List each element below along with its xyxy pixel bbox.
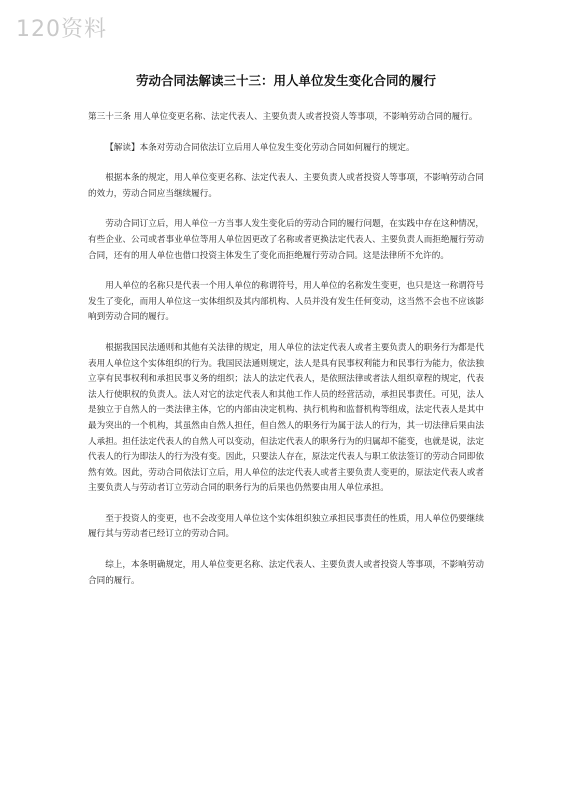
article-text: 第三十三条 用人单位变更名称、法定代表人、主要负责人或者投资人等事项，不影响劳动合同的履行。	[88, 112, 478, 122]
document-title: 劳动合同法解读三十三：用人单位发生变化合同的履行	[135, 73, 436, 88]
body-paragraph: 根据本条的规定，用人单位变更名称、法定代表人、主要负责人或者投资人等事项，不影响劳动合同的效力，劳动合同应当继续履行。	[88, 173, 484, 199]
interpretation-intro: 【解读】本条对劳动合同依法订立后用人单位发生变化劳动合同如何履行的规定。	[105, 142, 415, 153]
body-paragraph: 用人单位的名称只是代表一个用人单位的称谓符号，用人单位的名称发生变更，也只是这一称谓符号发生了变化，而用人单位这一实体组织及其内部机构、人员并没有发生任何变动，这当然不会也不应该影响到劳动合同的履行。	[88, 281, 484, 323]
conclusion-paragraph: 综上，本条明确规定，用人单位变更名称、法定代表人、主要负责人或者投资人等事项，不影响劳动合同的履行。	[88, 560, 484, 586]
body-paragraph: 至于投资人的变更，也不会改变用人单位这个实体组织独立承担民事责任的性质，用人单位仍要继续履行其与劳动者已经订立的劳动合同。	[88, 513, 484, 540]
body-paragraph: 劳动合同订立后，用人单位一方当事人发生变化后的劳动合同的履行问题，在实践中存在这种情况，有些企业、公司或者事业单位等用人单位因更改了名称或者更换法定代表人、主要负责人而拒绝履行劳动合同，还有的用人单位也借口投资主体发生了变化而拒绝履行劳动合同。这是法律所不允许的。	[88, 219, 484, 261]
document-page	[88, 72, 484, 604]
watermark-logo: 120资料	[16, 17, 107, 42]
body-paragraph: 根据我国民法通则和其他有关法律的规定，用人单位的法定代表人或者主要负责人的职务行为都是代表用人单位这个实体组织的行为。我国民法通则规定，法人是具有民事权利能力和民事行为能力，依法独立享有民事权利和承担民事义务的组织；法人的法定代表人，是依照法律或者法人组织章程的规定，代表法人行使职权的负责人。法人对它的法定代表人和其他工作人员的经营活动，承担民事责任。可见，法人是独立于自然人的一类法律主体，它的内部由决定机构、执行机构和监督机构等组成，法定代表人是其中最为突出的一个机构，其虽然由自然人担任，但自然人的职务行为属于法人的行为，其一切法律后果由法人承担。担任法定代表人的自然人可以变动，但法定代表人的职务行为的归属却不能变，也就是说，法定代表人的行为即法人的行为没有变。因此，只要法人存在，原法定代表人与职工依法签订的劳动合同即依然有效。因此，劳动合同依法订立后，用人单位的法定代表人或者主要负责人变更的，原法定代表人或者主要负责人与劳动者订立劳动合同的职务行为的后果也仍然要由用人单位承担。	[88, 342, 484, 494]
